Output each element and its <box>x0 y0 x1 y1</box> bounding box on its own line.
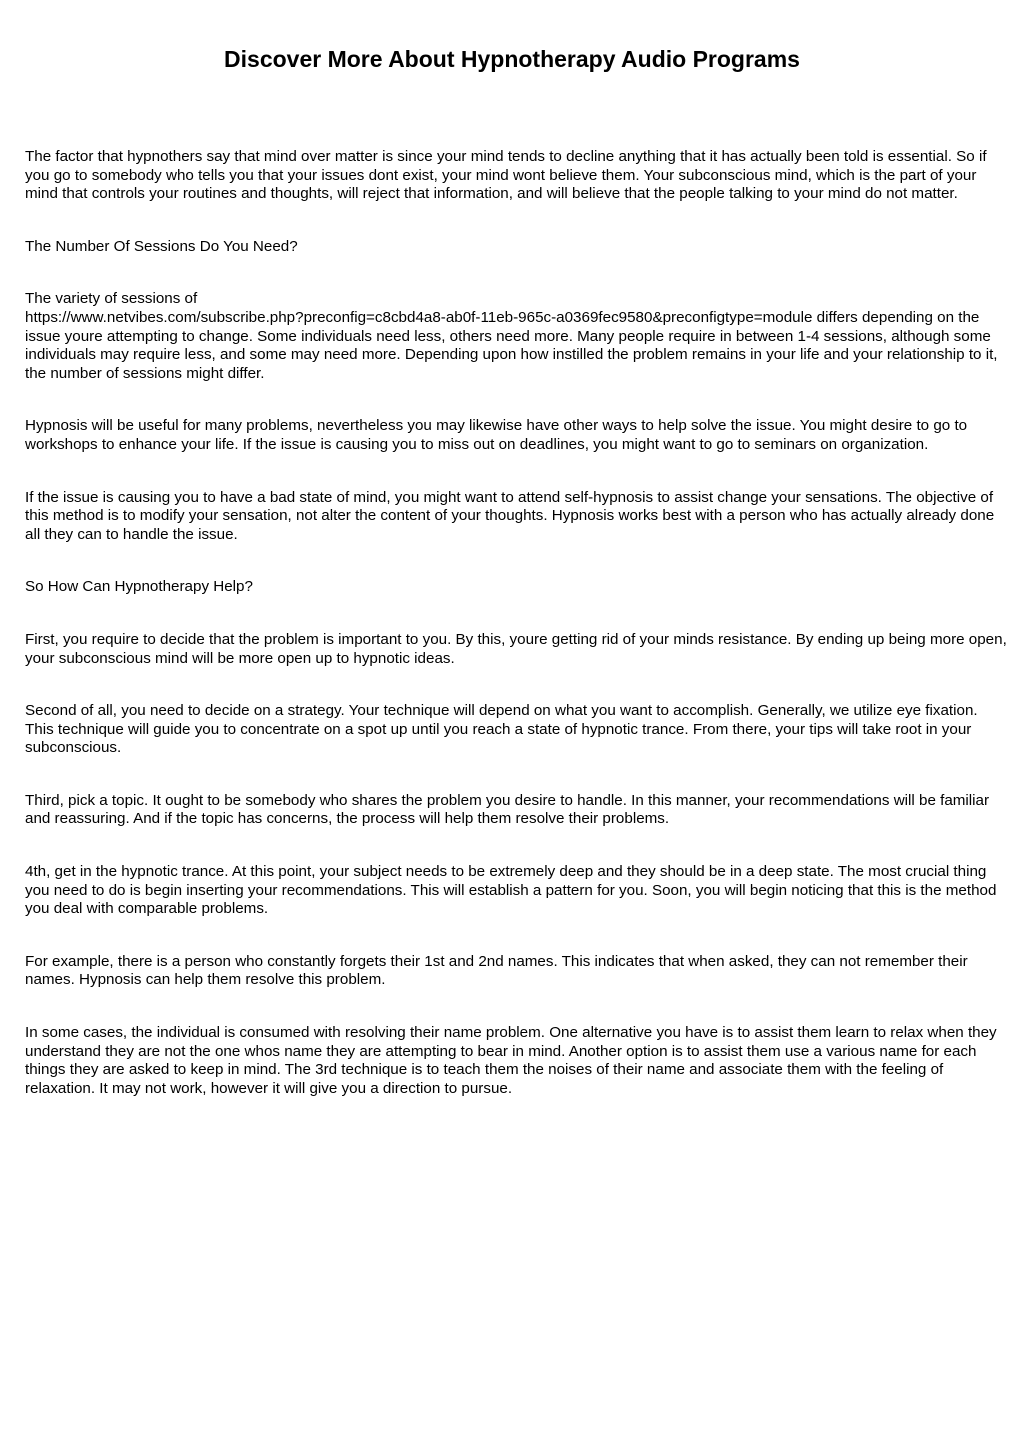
netvibes-link[interactable]: https://www.netvibes.com/subscribe.php?preconfig=c8cbd4a8-ab0f-11eb-965c-a0369fec9580&preconfigtype=module <box>25 308 813 326</box>
paragraph-mind-over-matter: The factor that hypnothers say that mind over matter is since your mind tends to decline anything that it has actually been told is essential. So if you go to somebody who tells you that your issues dont exist, your mind wont believe them. Your subconscious mind, which is the part of your mind that controls your routines and thoughts, will reject that information, and will believe that the people talking to your mind do not matter. <box>25 148 987 203</box>
paragraph-example: For example, there is a person who constantly forgets their 1st and 2nd names. This indicates that when asked, they can not remember their names. Hypnosis can help them resolve this problem. <box>25 952 968 989</box>
sessions-lead-text: The variety of sessions of <box>25 290 198 308</box>
document-title: Discover More About Hypnotherapy Audio Programs <box>224 46 800 72</box>
paragraph-useful-for-problems: Hypnosis will be useful for many problems, nevertheless you may likewise have other ways to help solve the issue. You might desire to go to workshops to enhance your life. If the issue is causing you to miss out on deadlines, you might want to go to seminars on organization. <box>25 417 968 453</box>
paragraph-variety-of-sessions <box>25 290 1010 383</box>
section-heading-how-can-help: So How Can Hypnotherapy Help? <box>25 578 253 596</box>
sessions-rest-text: differs depending on the issue youre attempting to change. Some individuals need less, others need more. Many people require in between 1-4 sessions, although some individuals may require less, and some may need more. Depending upon how instilled the problem remains in your life and your relationship to it, the number of sessions might differ. <box>25 308 998 382</box>
paragraph-second-step: Second of all, you need to decide on a strategy. Your technique will depend on what you want to accomplish. Generally, we utilize eye fixation. This technique will guide you to concentrate on a spot up until you reach a state of hypnotic trance. From there, your tips will take root in your subconscious. <box>25 702 978 757</box>
paragraph-name-problem: In some cases, the individual is consumed with resolving their name problem. One alternative you have is to assist them learn to relax when they understand they are not the one whos name they are attempting to bear in mind. Another option is to assist them use a various name for each things they are asked to keep in mind. The 3rd technique is to teach them the noises of their name and associate them with the feeling of relaxation. It may not work, however it will give you a direction to pursue. <box>25 1024 997 1097</box>
paragraph-first-step: First, you require to decide that the problem is important to you. By this, youre getting rid of your minds resistance. By ending up being more open, your subconscious mind will be more open up to hypnotic ideas. <box>25 630 1007 667</box>
paragraph-bad-state-of-mind: If the issue is causing you to have a bad state of mind, you might want to attend self-hypnosis to assist change your sensations. The objective of this method is to modify your sensation, not alter the content of your thoughts. Hypnosis works best with a person who has actually already done all they can to handle the issue. <box>25 488 995 543</box>
document-body <box>25 148 1010 1132</box>
section-heading-sessions: The Number Of Sessions Do You Need? <box>25 237 298 255</box>
paragraph-fourth-step: 4th, get in the hypnotic trance. At this point, your subject needs to be extremely deep and they should be in a deep state. The most crucial thing you need to do is begin inserting your recommendations. This will establish a pattern for you. Soon, you will begin noticing that this is the method you deal with comparable problems. <box>25 863 997 918</box>
paragraph-third-step: Third, pick a topic. It ought to be somebody who shares the problem you desire to handle. In this manner, your recommendations will be familiar and reassuring. And if the topic has concerns, the process will help them resolve their problems. <box>25 791 990 828</box>
